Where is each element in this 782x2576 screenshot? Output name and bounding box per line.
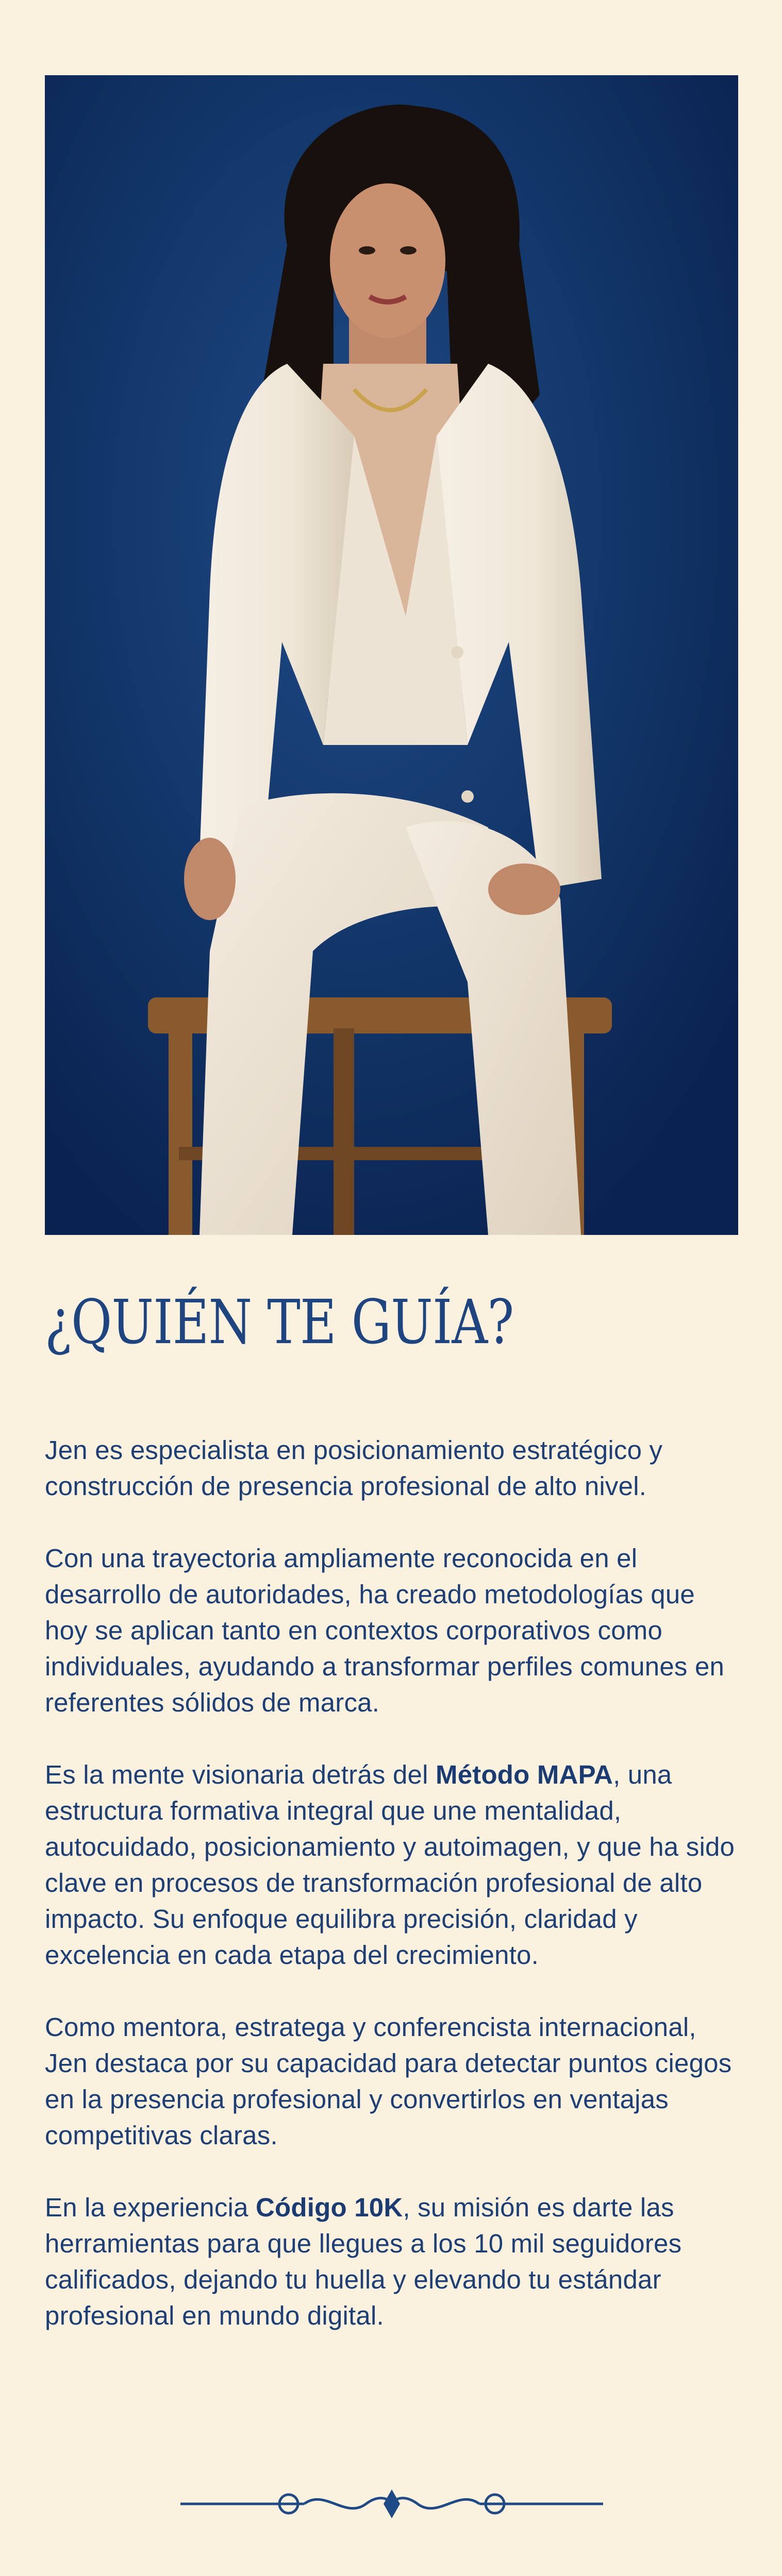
guide-paragraph-5-rest: , su misión es darte las herramientas para que llegues a los 10 mil seguidores calificados, dejando tu huella y elevando tu estándar profesional en mundo digital.: [45, 2193, 682, 2330]
guide-paragraph-1: Jen es especialista en posicionamiento estratégico y construcción de presencia profesional de alto nivel.: [45, 1435, 663, 1501]
method-name: Método MAPA: [436, 1760, 613, 1789]
guide-paragraph-5-intro: En la experiencia: [45, 2193, 256, 2222]
program-name: Código 10K: [256, 2193, 403, 2222]
guide-paragraph-3: [45, 1757, 738, 1973]
ornament-divider-top: [170, 2483, 613, 2524]
guide-paragraph-4: Como mentora, estratega y conferencista internacional, Jen destaca por su capacidad para detectar puntos ciegos en la presencia profesional y convertirlos en ventajas competitivas claras.: [45, 2012, 732, 2150]
guide-paragraph-3-intro: Es la mente visionaria detrás del: [45, 1760, 436, 1789]
guide-paragraph-5: [45, 2190, 738, 2334]
guide-title: ¿QUIÉN TE GUÍA?: [45, 1286, 514, 1358]
portrait-photo: [45, 75, 738, 1235]
guide-bio: [45, 1432, 738, 2370]
guide-paragraph-2: Con una trayectoria ampliamente reconocida en el desarrollo de autoridades, ha creado metodologías que hoy se aplican tanto en contextos corporativos como individuales, ayudando a transformar perfiles comunes en referentes sólidos de marca.: [45, 1544, 725, 1717]
guide-paragraph-3-rest: , una estructura formativa integral que une mentalidad, autocuidado, posicionamiento y autoimagen, y que ha sido clave en procesos de transformación profesional de alto impacto. Su enfoque equilibra precisión, claridad y excelencia en cada etapa del crecimiento.: [45, 1760, 735, 1970]
